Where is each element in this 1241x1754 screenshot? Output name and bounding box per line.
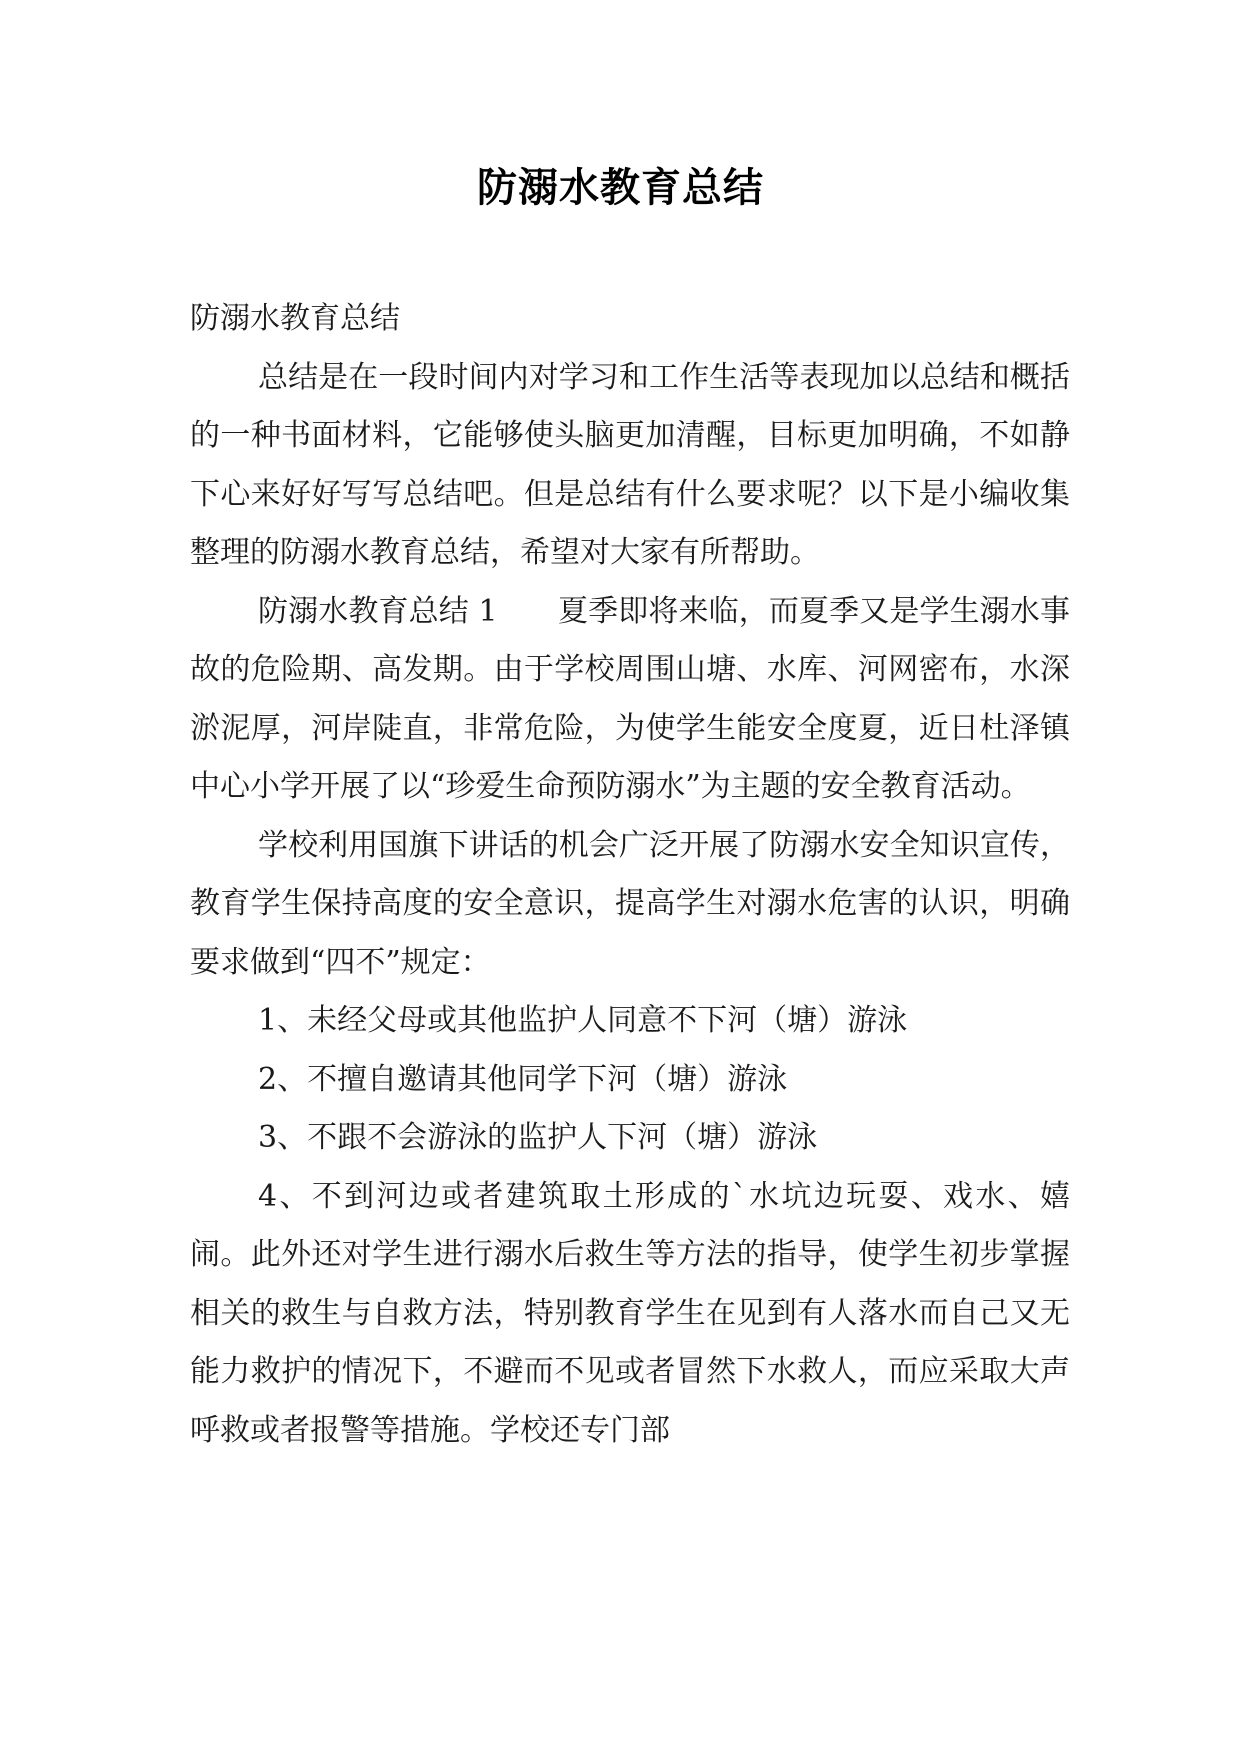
rule-item-4: 4、不到河边或者建筑取土形成的`水坑边玩耍、戏水、嬉闹。此外还对学生进行溺水后救生等方法的指导，使学生初步掌握相关的救生与自救方法，特别教育学生在见到有人落水而自己又无能力救护的情况下，不避而不见或者冒然下水救人，而应采取大声呼救或者报警等措施。学校还专门部: [190, 1178, 1070, 1448]
document-body: [190, 290, 1070, 1460]
section-1-paragraph: 防溺水教育总结 1 夏季即将来临，而夏季又是学生溺水事故的危险期、高发期。由于学校周围山塘、水库、河网密布，水深淤泥厚，河岸陡直，非常危险，为使学生能安全度夏，近日杜泽镇中心小学开展了以“珍爱生命预防溺水”为主题的安全教育活动。: [190, 593, 1070, 804]
rule-item-3: 3、不跟不会游泳的监护人下河（塘）游泳: [258, 1120, 818, 1155]
document-title: 防溺水教育总结: [477, 165, 764, 211]
subtitle-paragraph: 防溺水教育总结: [190, 301, 400, 336]
campaign-paragraph: 学校利用国旗下讲话的机会广泛开展了防溺水安全知识宣传，教育学生保持高度的安全意识，提高学生对溺水危害的认识，明确要求做到“四不”规定：: [190, 827, 1070, 980]
rule-item-2: 2、不擅自邀请其他同学下河（塘）游泳: [258, 1061, 788, 1097]
rule-item-1: 1、未经父母或其他监护人同意不下河（塘）游泳: [258, 1003, 908, 1038]
intro-paragraph: 总结是在一段时间内对学习和工作生活等表现加以总结和概括的一种书面材料，它能够使头脑更加清醒，目标更加明确，不如静下心来好好写写总结吧。但是总结有什么要求呢？以下是小编收集整理的防溺水教育总结，希望对大家有所帮助。: [190, 359, 1070, 570]
